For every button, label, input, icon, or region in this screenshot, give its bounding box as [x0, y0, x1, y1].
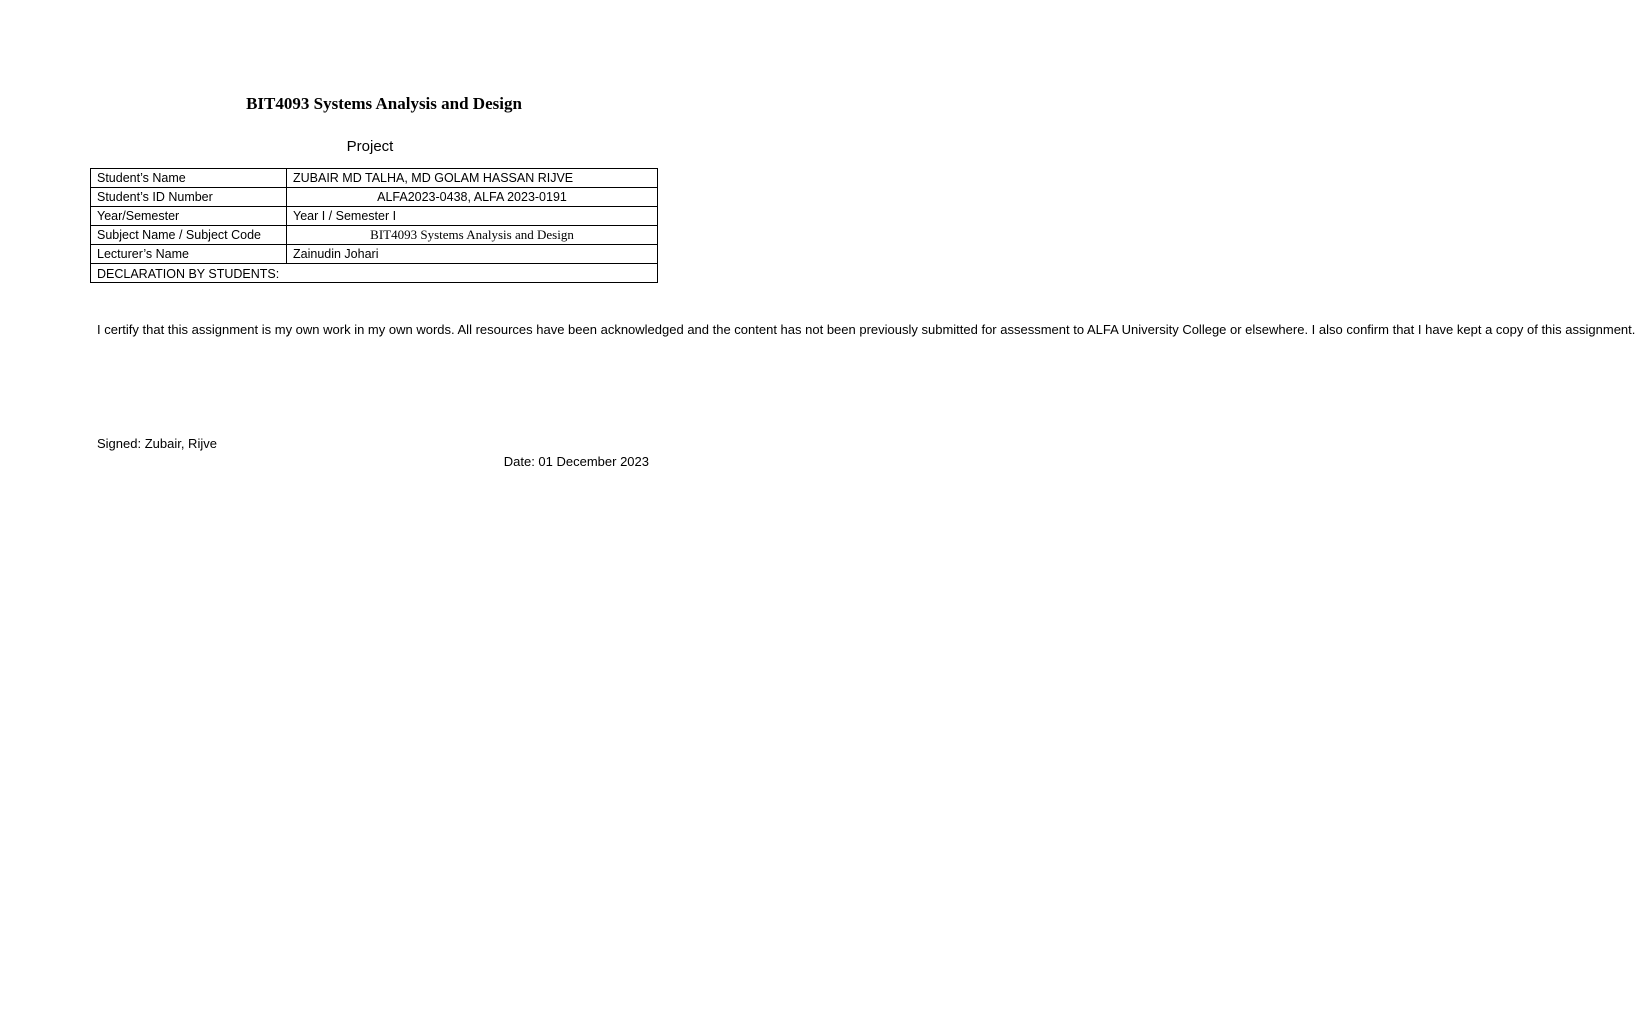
- table-row: [91, 188, 658, 207]
- table-row: [91, 207, 658, 226]
- year-semester-value: Year I / Semester I: [287, 207, 658, 226]
- subject-value: BIT4093 Systems Analysis and Design: [287, 226, 658, 245]
- lecturer-name-label: Lecturer’s Name: [91, 245, 287, 264]
- subject-label: Subject Name / Subject Code: [91, 226, 287, 245]
- student-id-label: Student’s ID Number: [91, 188, 287, 207]
- year-semester-label: Year/Semester: [91, 207, 287, 226]
- lecturer-name-value: Zainudin Johari: [287, 245, 658, 264]
- student-name-value: ZUBAIR MD TALHA, MD GOLAM HASSAN RIJVE: [287, 169, 658, 188]
- student-id-value: ALFA2023-0438, ALFA 2023-0191: [287, 188, 658, 207]
- declaration-row: [91, 264, 658, 283]
- declaration-signature: Signed: Zubair, Rijve: [97, 436, 217, 451]
- table-row: [91, 245, 658, 264]
- student-name-label: Student’s Name: [91, 169, 287, 188]
- table-row: [91, 169, 658, 188]
- declaration-text: I certify that this assignment is my own work in my own words. All resources have been acknowledged and the content has not been previously submitted for assessment to ALFA University College or elsewhere. I also confirm that I have kept a copy of this assignment.: [97, 322, 1635, 337]
- declaration-box: [91, 264, 1635, 469]
- declaration-heading: DECLARATION BY STUDENTS:: [97, 267, 280, 281]
- student-info-table: [90, 168, 1635, 469]
- document-title: BIT4093 Systems Analysis and Design: [246, 94, 522, 113]
- table-row: [91, 226, 658, 245]
- document-subtitle: Project: [346, 138, 394, 155]
- declaration-date: Date: 01 December 2023: [503, 454, 649, 469]
